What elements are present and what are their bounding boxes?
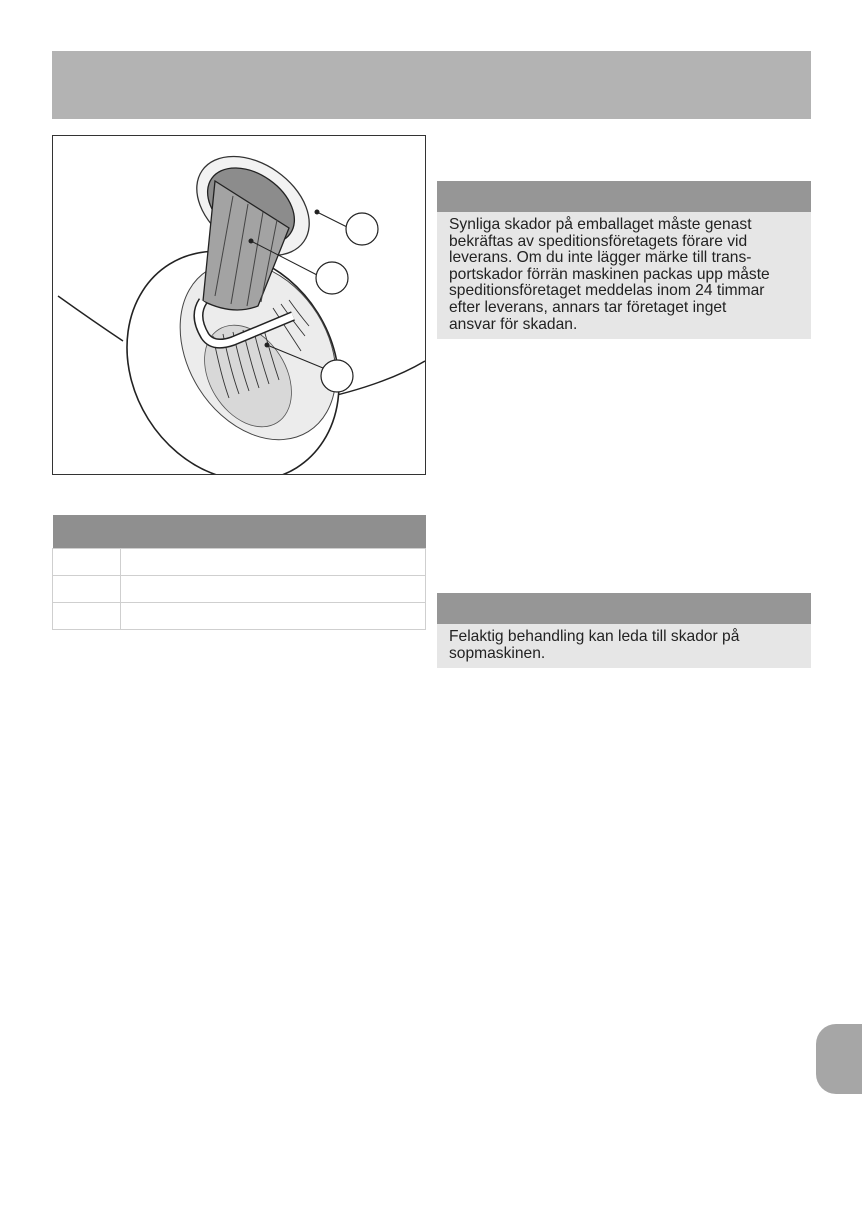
callout-dot xyxy=(249,239,254,244)
note-line: Synliga skador på emballaget måste genast xyxy=(449,216,752,233)
parts-table-header-num xyxy=(53,515,121,549)
callout-dot xyxy=(315,210,320,215)
parts-table-header-name xyxy=(121,515,426,549)
callout-leader xyxy=(317,212,349,228)
note-line: ansvar för skadan. xyxy=(449,315,578,333)
brush-drawing xyxy=(53,136,425,474)
parts-table xyxy=(52,515,426,630)
caution-note-header xyxy=(437,593,811,624)
callout-circle xyxy=(321,360,353,392)
caution-note xyxy=(437,593,811,668)
section-header-band xyxy=(52,51,811,119)
machine-body-line xyxy=(58,296,123,341)
callout-circle xyxy=(346,213,378,245)
table-cell-name xyxy=(121,549,426,576)
table-cell-name xyxy=(121,603,426,630)
note-line: efter leverans, annars tar företaget inget xyxy=(449,298,727,316)
note-line: bekräftas av speditionsföretagets förare vid xyxy=(449,232,748,250)
caution-note-body xyxy=(437,624,811,668)
warning-note-body xyxy=(437,212,811,339)
table-row xyxy=(53,603,426,630)
table-cell-name xyxy=(121,576,426,603)
warning-note xyxy=(437,181,811,339)
note-line: leverans. Om du inte lägger märke till trans- xyxy=(449,249,752,267)
table-cell-num xyxy=(53,549,121,576)
callout-circle xyxy=(316,262,348,294)
callout-dot xyxy=(265,343,270,348)
table-row xyxy=(53,549,426,576)
note-line: Felaktig behandling kan leda till skador på xyxy=(449,628,740,645)
chapter-side-tab xyxy=(816,1024,862,1094)
warning-note-header xyxy=(437,181,811,212)
table-cell-num xyxy=(53,576,121,603)
note-line: portskador förrän maskinen packas upp måste xyxy=(449,265,770,283)
brush-illustration xyxy=(52,135,426,475)
parts-table-header xyxy=(53,515,426,549)
table-cell-num xyxy=(53,603,121,630)
note-line: sopmaskinen. xyxy=(449,644,546,662)
table-row xyxy=(53,576,426,603)
note-line: speditionsföretaget meddelas inom 24 timmar xyxy=(449,282,765,300)
